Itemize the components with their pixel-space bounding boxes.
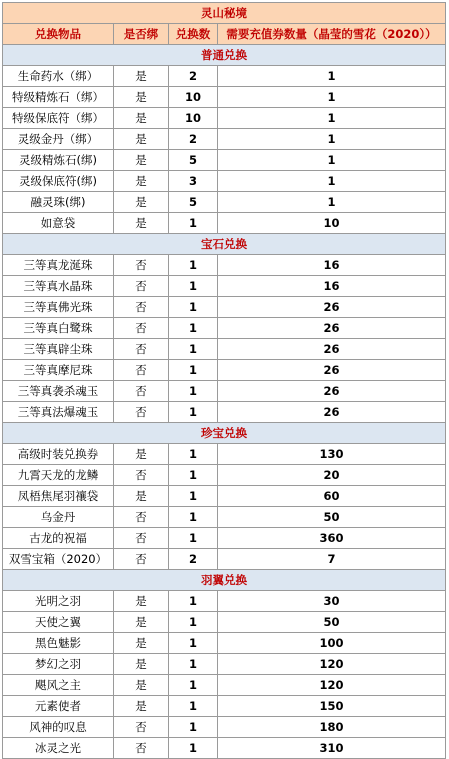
exchange-quantity: 1 [169,717,218,738]
table-row [3,486,446,507]
item-name: 三等真龙涎珠 [3,255,114,276]
coupon-cost: 26 [218,318,446,339]
bound-flag: 是 [114,675,169,696]
exchange-quantity: 2 [169,129,218,150]
item-name: 高级时装兑换券 [3,444,114,465]
item-name: 天使之翼 [3,612,114,633]
table-row [3,339,446,360]
exchange-quantity: 1 [169,612,218,633]
bound-flag: 否 [114,717,169,738]
table-row [3,507,446,528]
item-name: 灵级精炼石(绑) [3,150,114,171]
section-title: 宝石兑换 [3,234,446,255]
coupon-cost: 120 [218,654,446,675]
item-name: 凤梧焦尾羽禳袋 [3,486,114,507]
bound-flag: 是 [114,444,169,465]
item-name: 融灵珠(绑) [3,192,114,213]
exchange-quantity: 1 [169,402,218,423]
exchange-quantity: 2 [169,549,218,570]
coupon-cost: 50 [218,612,446,633]
table-row [3,528,446,549]
exchange-quantity: 10 [169,87,218,108]
coupon-cost: 50 [218,507,446,528]
coupon-cost: 1 [218,66,446,87]
bound-flag: 否 [114,507,169,528]
item-name: 生命药水（绑） [3,66,114,87]
bound-flag: 是 [114,87,169,108]
coupon-cost: 20 [218,465,446,486]
item-name: 灵级保底符(绑) [3,171,114,192]
table-row [3,276,446,297]
bound-flag: 是 [114,108,169,129]
exchange-quantity: 1 [169,486,218,507]
item-name: 三等真法爆魂玉 [3,402,114,423]
bound-flag: 是 [114,591,169,612]
coupon-cost: 1 [218,192,446,213]
table-row [3,129,446,150]
exchange-quantity: 1 [169,738,218,759]
table-row [3,213,446,234]
table-row [3,297,446,318]
coupon-cost: 16 [218,255,446,276]
item-name: 三等真摩尼珠 [3,360,114,381]
item-name: 冰灵之光 [3,738,114,759]
item-name: 三等真袭杀魂玉 [3,381,114,402]
bound-flag: 否 [114,465,169,486]
bound-flag: 否 [114,381,169,402]
coupon-cost: 26 [218,339,446,360]
exchange-quantity: 1 [169,465,218,486]
table-row [3,381,446,402]
table-row [3,696,446,717]
table-row [3,192,446,213]
bound-flag: 是 [114,654,169,675]
item-name: 三等真佛光珠 [3,297,114,318]
bound-flag: 是 [114,486,169,507]
exchange-quantity: 1 [169,696,218,717]
item-name: 如意袋 [3,213,114,234]
section-header-row [3,423,446,444]
coupon-cost: 26 [218,297,446,318]
exchange-quantity: 1 [169,297,218,318]
coupon-cost: 1 [218,108,446,129]
item-name: 元素使者 [3,696,114,717]
bound-flag: 是 [114,192,169,213]
item-name: 光明之羽 [3,591,114,612]
coupon-cost: 30 [218,591,446,612]
table-row [3,549,446,570]
exchange-quantity: 1 [169,318,218,339]
coupon-cost: 360 [218,528,446,549]
bound-flag: 是 [114,633,169,654]
section-header-row [3,234,446,255]
coupon-cost: 1 [218,150,446,171]
item-name: 梦幻之羽 [3,654,114,675]
coupon-cost: 10 [218,213,446,234]
exchange-quantity: 3 [169,171,218,192]
table-row [3,87,446,108]
section-header-row [3,570,446,591]
table-row [3,465,446,486]
exchange-table [2,2,446,759]
coupon-cost: 150 [218,696,446,717]
item-name: 风神的叹息 [3,717,114,738]
bound-flag: 否 [114,339,169,360]
table-row [3,255,446,276]
table-row [3,66,446,87]
bound-flag: 是 [114,612,169,633]
exchange-quantity: 1 [169,633,218,654]
exchange-quantity: 1 [169,528,218,549]
item-name: 特级保底符（绑） [3,108,114,129]
item-name: 双雪宝箱（2020） [3,549,114,570]
bound-flag: 是 [114,213,169,234]
exchange-quantity: 1 [169,381,218,402]
table-row [3,171,446,192]
exchange-quantity: 5 [169,150,218,171]
coupon-cost: 16 [218,276,446,297]
table-title: 灵山秘境 [3,3,446,24]
bound-flag: 否 [114,297,169,318]
exchange-quantity: 1 [169,276,218,297]
bound-flag: 否 [114,402,169,423]
table-row [3,150,446,171]
item-name: 九霄天龙的龙鳞 [3,465,114,486]
exchange-quantity: 5 [169,192,218,213]
table-row [3,612,446,633]
exchange-quantity: 1 [169,507,218,528]
table-row [3,444,446,465]
bound-flag: 是 [114,150,169,171]
bound-flag: 是 [114,129,169,150]
exchange-quantity: 1 [169,675,218,696]
table-row [3,360,446,381]
bound-flag: 否 [114,318,169,339]
exchange-quantity: 1 [169,444,218,465]
item-name: 乌金丹 [3,507,114,528]
table-row [3,717,446,738]
section-title: 珍宝兑换 [3,423,446,444]
exchange-quantity: 1 [169,591,218,612]
coupon-cost: 1 [218,87,446,108]
table-row [3,108,446,129]
bound-flag: 否 [114,738,169,759]
coupon-cost: 26 [218,360,446,381]
bound-flag: 否 [114,255,169,276]
item-name: 灵级金丹（绑） [3,129,114,150]
header-item: 兑换物品 [3,24,114,45]
item-name: 特级精炼石（绑） [3,87,114,108]
coupon-cost: 1 [218,171,446,192]
item-name: 飓风之主 [3,675,114,696]
table-row [3,591,446,612]
exchange-quantity: 1 [169,255,218,276]
table-row [3,654,446,675]
table-row [3,318,446,339]
header-bound: 是否绑 [114,24,169,45]
bound-flag: 否 [114,360,169,381]
header-quantity: 兑换数 [169,24,218,45]
section-title: 普通兑换 [3,45,446,66]
coupon-cost: 180 [218,717,446,738]
coupon-cost: 120 [218,675,446,696]
coupon-cost: 1 [218,129,446,150]
coupon-cost: 26 [218,381,446,402]
coupon-cost: 100 [218,633,446,654]
table-row [3,738,446,759]
header-cost: 需要充值券数量（晶莹的雪花（2020）） [218,24,446,45]
item-name: 黑色魅影 [3,633,114,654]
exchange-quantity: 1 [169,654,218,675]
bound-flag: 是 [114,696,169,717]
item-name: 三等真辟尘珠 [3,339,114,360]
title-row [3,3,446,24]
item-name: 三等真白鹭珠 [3,318,114,339]
bound-flag: 否 [114,276,169,297]
exchange-quantity: 1 [169,360,218,381]
item-name: 三等真水晶珠 [3,276,114,297]
coupon-cost: 26 [218,402,446,423]
exchange-quantity: 1 [169,339,218,360]
section-header-row [3,45,446,66]
table-row [3,402,446,423]
exchange-quantity: 2 [169,66,218,87]
exchange-quantity: 10 [169,108,218,129]
bound-flag: 否 [114,528,169,549]
exchange-quantity: 1 [169,213,218,234]
table-row [3,675,446,696]
bound-flag: 是 [114,66,169,87]
coupon-cost: 310 [218,738,446,759]
table-row [3,633,446,654]
bound-flag: 否 [114,549,169,570]
coupon-cost: 60 [218,486,446,507]
header-row [3,24,446,45]
section-title: 羽翼兑换 [3,570,446,591]
bound-flag: 是 [114,171,169,192]
coupon-cost: 7 [218,549,446,570]
item-name: 古龙的祝福 [3,528,114,549]
coupon-cost: 130 [218,444,446,465]
